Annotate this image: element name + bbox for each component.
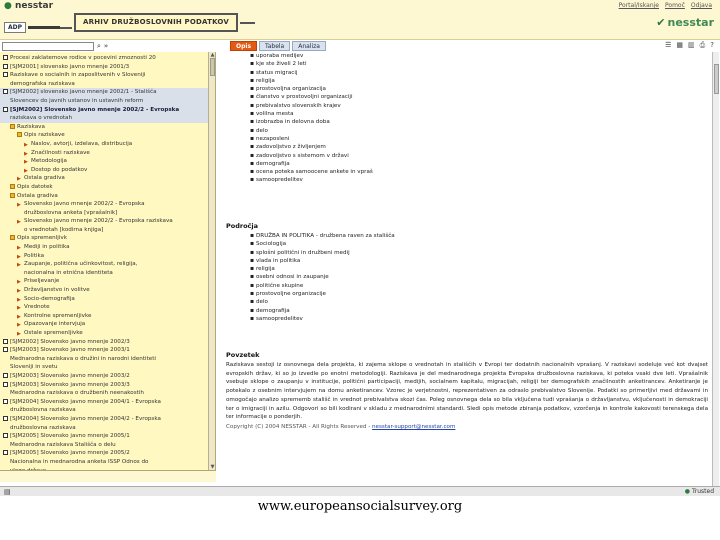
tree-item[interactable]: [0, 252, 208, 261]
check-icon: ✔: [656, 16, 666, 29]
variable-icon: ▶: [17, 305, 21, 312]
status-bar: [0, 486, 720, 496]
section-title: Področja: [226, 222, 259, 230]
variable-icon: ▶: [17, 331, 21, 337]
print-icon[interactable]: ⎙: [699, 41, 706, 49]
description-content: [226, 52, 712, 486]
tree-item-label: Vrednote: [24, 304, 50, 311]
tree-item[interactable]: [0, 71, 208, 80]
list-item: ▪ članstvo v prostovoljni organizaciji: [226, 93, 373, 101]
archive-title: ARHIV DRUŽBOSLOVNIH PODATKOV: [74, 13, 238, 32]
variable-icon: ▶: [17, 296, 21, 303]
variable-icon: ▶: [17, 279, 21, 286]
folder-icon: [10, 124, 15, 129]
tree-item-label: o vrednotah [kodirna knjiga]: [24, 226, 104, 233]
tree-item-label: Mednarodna raziskava Stališča o delu: [10, 441, 116, 448]
tree-item[interactable]: [0, 432, 208, 441]
list-item: ▪ zadovoljstvo z življenjem: [226, 143, 373, 151]
tree-item-label: [SJM2003] Slovensko javno mnenje 2003/2: [10, 372, 130, 379]
scroll-thumb[interactable]: [210, 58, 215, 76]
tree-item-label: [SJM2002] Slovensko javno mnenje 2002/3: [10, 338, 130, 345]
tree-item-label: [SJM2004] Slovensko javno mnenje 2004/1 - Evropska: [10, 398, 161, 405]
tree-item[interactable]: [0, 226, 208, 235]
tree-item[interactable]: [0, 381, 208, 390]
list-item: ▪ samoopredelitev: [226, 176, 373, 184]
tree-item-label: [SJM2002] Slovensko javno mnenje 2002/2 - Evropska: [10, 106, 180, 113]
tree-item-label: Mednarodna raziskava o družini in narodni identiteti: [10, 355, 156, 362]
chart-icon[interactable]: ▥: [688, 41, 695, 49]
list-item: ▪ nezaposleni: [226, 135, 373, 143]
tree-item-label: raziskava o vrednotah: [10, 115, 73, 122]
tree-item[interactable]: [0, 320, 208, 329]
tree-item[interactable]: [0, 389, 208, 398]
tree-item-label: Mednarodna raziskava o družbenih neenakostih: [10, 390, 144, 397]
tree-item-label: Opis spremenljivk: [17, 235, 67, 242]
tree-item[interactable]: [0, 269, 208, 278]
list-item: ▪ delo: [226, 298, 395, 306]
tree-item-label: Socio-demografija: [24, 295, 75, 302]
support-email-link[interactable]: nesstar-support@nesstar.com: [372, 423, 456, 430]
scroll-down-icon[interactable]: ▼: [210, 464, 215, 470]
tab-description[interactable]: Opis: [230, 41, 257, 51]
list-item: ▪ zadovoljstvo s sistemom v državi: [226, 152, 373, 160]
link-logout[interactable]: Odjava: [690, 2, 712, 9]
tree-item-label: Mediji in politika: [24, 244, 70, 251]
tree-item-label: Procesi zaklatemove rodice v pocevini zmoznosti 20: [10, 55, 156, 61]
list-item: ▪ religija: [226, 77, 373, 85]
tree-item-label: Priseljevanje: [24, 278, 60, 285]
list-item: ▪ volilna mesta: [226, 110, 373, 118]
tree-item[interactable]: [0, 260, 208, 269]
tree-item-label: Sloveniji in svetu: [10, 364, 58, 371]
tree-item[interactable]: [0, 355, 208, 364]
tab-bar: [230, 41, 326, 51]
tree-item-label: Državljanstvo in volitve: [24, 287, 90, 294]
tree-item-label: Ostala gradiva: [17, 192, 58, 199]
tree-item-label: družboslovna raziskava: [10, 424, 76, 431]
tree-item-label: družboslovna raziskava: [10, 407, 76, 414]
variable-icon: ▶: [17, 253, 21, 260]
variable-icon: ▶: [24, 159, 28, 166]
document-icon: [3, 373, 8, 378]
list-item: ▪ religija: [226, 265, 395, 273]
link-help[interactable]: Pomoč: [665, 2, 685, 9]
variable-icon: ▶: [24, 150, 28, 157]
list-item: ▪ prostovoljne organizacije: [226, 290, 395, 298]
nesstar-brand: ✔ nesstar: [656, 16, 714, 29]
list-item: ▪ demografija: [226, 307, 395, 315]
tree-item-label: Kontrolne spremenljivke: [24, 312, 92, 319]
list-item: ▪ kje ste živeli 2 leti: [226, 60, 373, 68]
tree-item[interactable]: [0, 140, 208, 149]
tree-item-label: Dostop do podatkov: [31, 166, 88, 173]
scroll-up-icon[interactable]: ▲: [210, 52, 215, 58]
tree-item[interactable]: [0, 166, 208, 175]
tree-item-label: družboslovna anketa [vprašalnik]: [24, 209, 118, 216]
tree-item[interactable]: [0, 106, 208, 115]
tree-item-label: Opazovanje intervjuja: [24, 321, 86, 328]
list-item: ▪ status migracij: [226, 69, 373, 77]
list-item: ▪ delo: [226, 127, 373, 135]
variable-icon: ▶: [17, 202, 21, 209]
tree-item[interactable]: [0, 97, 208, 106]
list-item: ▪ demografija: [226, 160, 373, 168]
document-icon: [3, 339, 8, 344]
tree-item-label: [SJM2005] Slovensko javno mnenje 2005/1: [10, 433, 130, 440]
document-icon: [3, 55, 8, 60]
logo-divider: [28, 26, 60, 29]
tree-item[interactable]: [0, 149, 208, 158]
tree-item[interactable]: [0, 217, 208, 226]
content-scrollbar[interactable]: [712, 52, 719, 486]
list-item: ▪ osebni odnosi in zaupanje: [226, 273, 395, 281]
variable-icon: ▶: [17, 313, 21, 320]
list-item: ▪ splošni politični in družbeni medij: [226, 249, 395, 257]
list-icon[interactable]: ☰: [665, 41, 672, 49]
document-icon: [3, 64, 8, 69]
tree-item-label: [SJM2005] Slovensko javno mnenje 2005/2: [10, 450, 130, 457]
document-icon: [3, 399, 8, 404]
tree-scrollbar[interactable]: [208, 52, 215, 470]
tree-item-label: [SJM2003] Slovensko javno mnenje 2003/1: [10, 347, 130, 354]
tab-table[interactable]: Tabela: [259, 41, 290, 51]
document-icon: [3, 450, 8, 455]
list-item: ▪ uporaba medijev: [226, 52, 373, 60]
tree-item[interactable]: [0, 54, 208, 63]
tree-item-label: Metodologija: [31, 158, 67, 165]
tree-item-label: Raziskava: [17, 123, 45, 130]
tree-item[interactable]: [0, 192, 208, 201]
tree-item[interactable]: [0, 441, 208, 450]
tree-item-label: Ostale spremenljivke: [24, 330, 83, 336]
tree-item-label: [SJM2003] Slovensko javno mnenje 2003/3: [10, 381, 130, 388]
tab-analysis[interactable]: Analiza: [292, 41, 326, 51]
summary-text: Raziskava sestoji iz osnovnega dela projekta, ki zajema sklope o vrednotah in stališčih v Evropi ter dodatnih nacionalnih vprašanj. V raziskavi sodeluje več kot dvajset evropskih držav, ki so jo izvedle po enotni metodologiji. Raziskava je del mednarodnega projekta Evropska družboslovna raziskava, ki poteka vsaki dve leti. Vprašalnik vsebuje sklope o zaupanju v institucije, politični participaciji, medijih, socialnem kapitalu, migracijah, religiji ter demografskih značilnostih anketirancev. Anketiranje je potekalo z osebnim intervjujem na domu anketirancev. Vzorec je verjetnostni, reprezentativen za odraslo prebivalstvo Slovenije. Podatki so primerljivi med državami in omogočajo analizo sprememb stališč in vrednot prebivalstva skozi čas. Poleg osnovnega dela so bila vključena tudi vprašanja o državljanstvu, vključenosti in demokraciji ter o imigraciji in azilu. Odgovori so bili kodirani v skladu z mednarodnimi standardi. Sledi opis metode zbiranja podatkov, vzorčenja in kontrole kakovosti terenskega dela ter informacije o ponderjih.: [226, 362, 708, 421]
tree-item-label: [SJM2001] slovensko javno mnenje 2001/3: [10, 63, 130, 70]
list-item: ▪ vlada in politika: [226, 257, 395, 265]
keyword-list: [226, 52, 373, 185]
folder-icon: [10, 193, 15, 198]
variable-icon: ▶: [17, 219, 21, 226]
scroll-thumb[interactable]: [714, 64, 719, 94]
tree-item-label: demografska raziskava: [10, 80, 75, 87]
variable-icon: ▶: [17, 288, 21, 295]
tree-item[interactable]: [0, 415, 208, 424]
toolbar: [665, 41, 714, 50]
app-header: [0, 0, 720, 40]
tree-item-label: Opis raziskave: [24, 132, 65, 139]
document-icon: [3, 89, 8, 94]
tree-item[interactable]: [0, 234, 208, 243]
trust-status: ● Trusted: [684, 488, 714, 495]
document-icon: [3, 382, 8, 387]
tree-item[interactable]: [0, 123, 208, 132]
tree-item[interactable]: [0, 346, 208, 355]
tree-item[interactable]: [0, 157, 208, 166]
tree-item-label: [SJM2002] slovensko javno mnenje 2002/1 - Stališča: [10, 89, 157, 96]
shield-icon: ●: [684, 488, 690, 495]
page-icon: ▤: [4, 488, 11, 496]
tree-item[interactable]: [0, 363, 208, 372]
tree-item[interactable]: [0, 449, 208, 458]
tree-item-label: Raziskave o socialnih in zaposlitvenih v Sloveniji: [10, 72, 146, 79]
url-caption: www.europeansocialsurvey.org: [257, 499, 463, 514]
topics-section: [226, 220, 395, 323]
grid-icon[interactable]: ▦: [676, 41, 684, 49]
variable-icon: ▶: [24, 167, 28, 174]
document-icon: [3, 107, 8, 112]
forward-icon[interactable]: »: [103, 41, 109, 50]
tree-item-label: nacionalna in etnična identiteta: [24, 269, 113, 276]
study-tree-panel: [0, 52, 216, 470]
section-title: Povzetek: [226, 351, 260, 359]
tree-item[interactable]: [0, 329, 208, 338]
list-item: ▪ DRUŽBA IN POLITIKA - družbena raven za stališča: [226, 232, 395, 240]
tree-item[interactable]: [0, 406, 208, 415]
tree-item[interactable]: [0, 200, 208, 209]
tree-item-label: Ostala gradiva: [24, 175, 65, 182]
tree-item[interactable]: [0, 312, 208, 321]
tree-item-label: Slovencev do javnih ustanov in ustavnih reform: [10, 97, 144, 104]
variable-icon: ▶: [17, 262, 21, 269]
tree-item[interactable]: [0, 398, 208, 407]
tree-item[interactable]: [0, 303, 208, 312]
tree-item[interactable]: [0, 131, 208, 140]
tree-item[interactable]: [0, 243, 208, 252]
tree-item-label: Nacionalna in mednarodna anketa ISSP Odnos do: [10, 458, 149, 465]
topics-list: [226, 232, 395, 323]
tree-item[interactable]: [0, 372, 208, 381]
tree-item-label: Naslov, avtorji, izdelava, distribucija: [31, 140, 133, 147]
link-portal[interactable]: Portal/Iskanje: [618, 2, 659, 9]
tree-item[interactable]: [0, 295, 208, 304]
list-item: ▪ izobrazba in delovna doba: [226, 118, 373, 126]
document-icon: [3, 433, 8, 438]
copyright: Copyright (C) 2004 NESSTAR - All Rights Reserved - nesstar-support@nesstar.com: [226, 423, 456, 430]
tree-item[interactable]: [0, 183, 208, 192]
folder-icon: [10, 235, 15, 240]
help-icon[interactable]: ?: [710, 41, 714, 49]
folder-icon: [17, 132, 22, 137]
list-item: ▪ politične skupine: [226, 282, 395, 290]
search-input[interactable]: [2, 42, 94, 51]
tree-item[interactable]: [0, 424, 208, 433]
variable-icon: ▶: [17, 176, 21, 183]
list-item: ▪ Sociologija: [226, 240, 395, 248]
study-tree: [0, 54, 208, 475]
variable-icon: ▶: [17, 322, 21, 329]
adp-logo: ADP: [4, 22, 26, 33]
binoculars-icon[interactable]: ⌕: [97, 41, 101, 50]
tree-item[interactable]: [0, 114, 208, 123]
variable-icon: ▶: [24, 141, 28, 148]
list-item: ▪ prebivalstvo slovenskih krajev: [226, 102, 373, 110]
tree-item-label: Značilnosti raziskave: [31, 149, 90, 156]
list-item: ▪ prostovoljna organizacija: [226, 85, 373, 93]
document-icon: [3, 347, 8, 352]
tree-item-label: Zaupanje, politična učinkovitost, religija,: [24, 261, 138, 268]
document-icon: [3, 72, 8, 77]
tree-item[interactable]: [0, 286, 208, 295]
summary-section: [226, 349, 712, 430]
document-icon: [3, 416, 8, 421]
tree-item-label: Opis datotek: [17, 183, 53, 190]
tree-item-label: Politika: [24, 252, 45, 259]
nesstar-logo: ● nesstar: [4, 1, 54, 11]
variable-icon: ▶: [17, 245, 21, 252]
search-bar: [2, 41, 214, 51]
tree-footer: [0, 470, 216, 482]
tree-item[interactable]: [0, 277, 208, 286]
tree-item[interactable]: [0, 338, 208, 347]
list-item: ▪ samoopredelitev: [226, 315, 395, 323]
tree-item-label: Slovensko javno mnenje 2002/2 - Evropska: [24, 201, 145, 208]
tree-item[interactable]: [0, 209, 208, 218]
tree-item[interactable]: [0, 88, 208, 97]
tree-item[interactable]: [0, 458, 208, 467]
tree-item[interactable]: [0, 174, 208, 183]
top-links: [619, 2, 712, 9]
decorative-line: [240, 22, 255, 24]
tree-item-label: [SJM2004] Slovensko javno mnenje 2004/2 - Evropska: [10, 415, 161, 422]
list-item: ▪ ocena poteka samoocene ankete in vpraš: [226, 168, 373, 176]
folder-icon: [10, 184, 15, 189]
decorative-line: [60, 27, 72, 29]
tree-item-label: Slovensko javno mnenje 2002/2 - Evropska raziskava: [24, 218, 173, 225]
tree-item[interactable]: [0, 80, 208, 89]
tree-item[interactable]: [0, 63, 208, 72]
